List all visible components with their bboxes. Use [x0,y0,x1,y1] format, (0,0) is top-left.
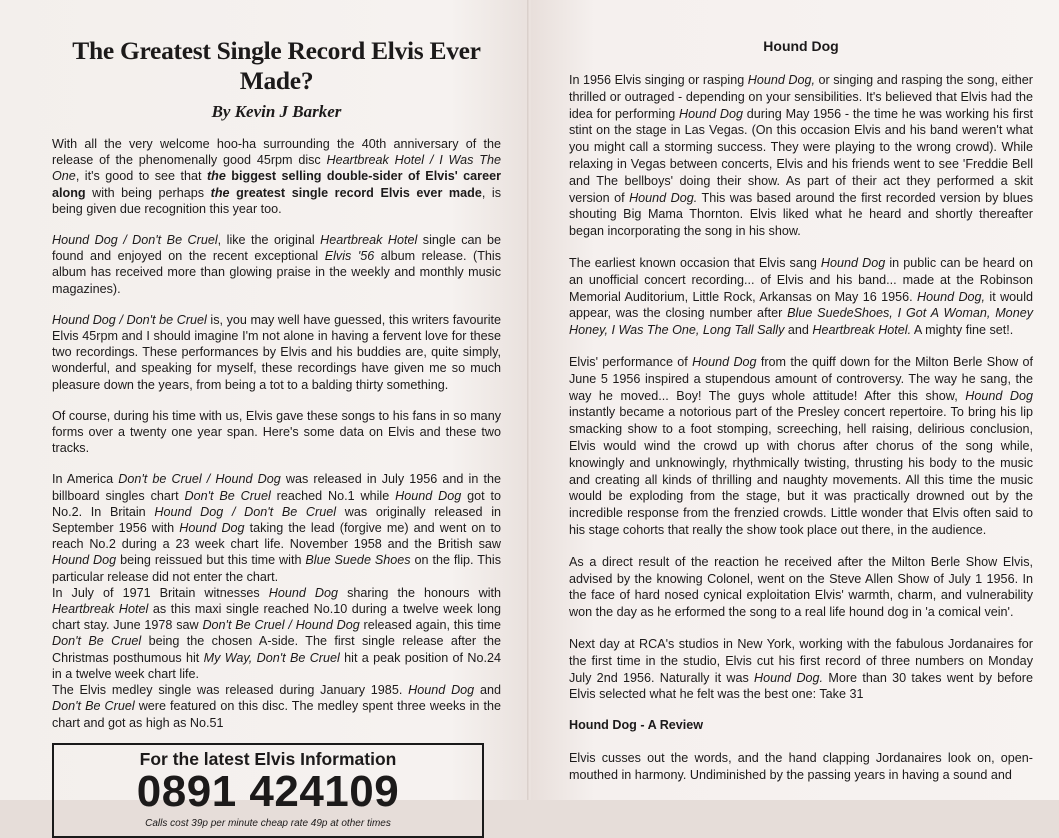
body-paragraph: Hound Dog / Don't Be Cruel, like the original Heartbreak Hotel single can be found and enjoyed on the recent exceptional Elvis '56 album release. (This album has received more than glowing praise in the weekly and monthly music magazines). [52,233,501,296]
section-title: Hound Dog [763,38,839,54]
left-page [0,0,529,829]
left-body-text [52,136,501,731]
body-paragraph: With all the very welcome hoo-ha surrounding the 40th anniversary of the release of the phenomenally good 45rpm disc Heartbreak Hotel / I Was The One, it's good to see that the biggest selling double-sider of Elvis' career along with being perhaps the greatest single record Elvis ever made, is being given due recognition this year too. [52,137,502,216]
right-body-text [569,72,1033,703]
review-subheading: Hound Dog - A Review [569,718,704,733]
article-title: The Greatest Single Record Elvis Ever Made? [72,36,481,95]
right-page [531,0,1059,800]
body-paragraph: Of course, during his time with us, Elvis gave these songs to his fans in so many forms over a twenty one year span. Here's some data on Elvis and these two tracks. [52,408,501,456]
body-paragraph: The earliest known occasion that Elvis sang Hound Dog in public can be heard on an unofficial concert recording... of Elvis and his band... made at the Robinson Memorial Auditorium, Little Rock, Arkansas on May 16 1956. Hound Dog, it would appear, was the closing number after Blue SuedeShoes, I Got A Woman, Money Honey, I Was The One, Long Tall Sally and Heartbreak Hotel. A mighty fine set!. [569,255,1033,338]
body-paragraph: In America Don't be Cruel / Hound Dog was released in July 1956 and in the billboard singles chart Don't Be Cruel reached No.1 while Hound Dog got to No.2. In Britain Hound Dog / Don't Be Cruel was originally released in September 1956 with Hound Dog taking the lead (forgive me) and went on to reach No.2 during a 23 week chart life. November 1958 and the British saw Hound Dog being reissued but this time with Blue Suede Shoes on the flip. This particular release did not enter the chart. [52,472,502,584]
advert-headline: For the latest Elvis Information [139,748,397,769]
body-paragraph: In 1956 Elvis singing or rasping Hound Dog, or singing and rasping the song, either thrilled or outraged - depending on your sensibilities. It's believed that Elvis had the idea for performing Hound Dog during May 1956 - the time he was working his first stint on the stage in Las Vegas. (On this occasion Elvis and his band weren't what you might call a storming success. They were playing to the wrong crowd). While relaxing in Vegas between concerts, Elvis and his friends went to see 'Freddie Bell and The bellboys' doing their show. As part of their act they performed a skit version of Hound Dog. This was based around the first recorded version by blues shouting Big Mama Thornton. Elvis liked what he heard and shortly thereafter began incorporating the song in his show. [569,73,1034,239]
advert-call-rates: Calls cost 39p per minute cheap rate 49p at other times [145,817,391,829]
body-paragraph: In July of 1971 Britain witnesses Hound Dog sharing the honours with Heartbreak Hotel as this maxi single reached No.10 during a twelve week long chart stay. June 1978 saw Don't Be Cruel / Hound Dog released again, this time Don't Be Cruel being the chosen A-side. The first single release after the Christmas posthumous hit My Way, Don't Be Cruel hit a peak position of No.24 in a twelve week chart life. [52,585,502,681]
advert-phone-number: 0891 424109 [136,766,400,816]
article-byline: By Kevin J Barker [211,102,342,121]
review-paragraph: Elvis cusses out the words, and the hand clapping Jordanaires look on, open-mouthed in harmony. Undiminished by the passing years in having a sound and [569,751,1033,782]
info-line-advert [52,743,484,838]
body-paragraph: As a direct result of the reaction he received after the Milton Berle Show Elvis, advised by the knowing Colonel, went on the Steve Allen Show of July 1 1956. In the face of hard nosed cynical exploitation Elvis' warmth, charm, and vulnerability won the day as he erformed the song to a real life hound dog in 'a comical vein'. [569,554,1033,620]
body-paragraph: The Elvis medley single was released during January 1985. Hound Dog and Don't Be Cruel were featured on this disc. The medley spent three weeks in the chart and got as high as No.51 [52,683,501,730]
body-paragraph: Next day at RCA's studios in New York, working with the fabulous Jordanaires for the first time in the studio, Elvis cut his first record of three numbers on Monday July 2nd 1956. Naturally it was Hound Dog. More than 30 takes went by before Elvis selected what he felt was the best one: Take 31 [569,636,1034,702]
body-paragraph: Elvis' performance of Hound Dog from the quiff down for the Milton Berle Show of June 5 1956 inspired a stupendous amount of controversy. The way he sang, the way he moved... Boy! The guys whole attitude! After this show, Hound Dog instantly became a notorious part of the Presley concert repertoire. To bring his lip smacking show to a foot stomping, screeching, hell raising, delirious conclusion, Elvis would wind the crowd up with chorus after chorus of the song while, knowingly and unknowingly, rhythmically twisting, thrusting his body to the music and creating all kinds of thrilling and naughty movements. All this time the music would be exploding from the stage, but it was practically drowned out by the incredible response from the frenzied crowds. Little wonder that Elvis often said to his stage cohorts that really the show took place out there, in the audience. [569,354,1033,537]
body-paragraph: Hound Dog / Don't be Cruel is, you may well have guessed, this writers favourite Elvis 45rpm and I should imagine I'm not alone in having a fervent love for these two recordings. These performances by Elvis and his buddies are, quite simply, wonderful, and speaking for myself, these recordings have given me so much pleasure down the years, from being a tot to a balding thirty something. [52,312,502,392]
